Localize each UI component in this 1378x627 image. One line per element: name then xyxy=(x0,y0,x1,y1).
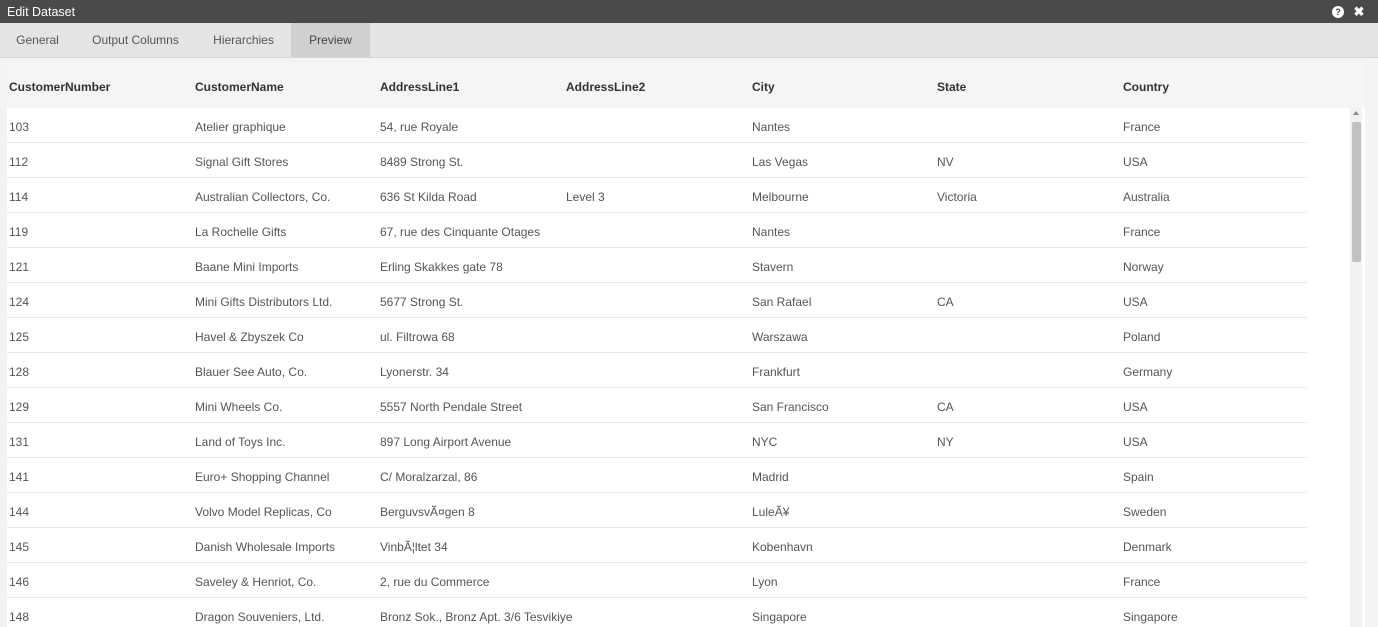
table-cell: BerguvsvÃ¤gen 8 xyxy=(380,505,475,519)
table-cell: USA xyxy=(1123,155,1148,169)
close-icon[interactable]: ✖ xyxy=(1353,3,1365,19)
table-cell: Frankfurt xyxy=(752,365,801,379)
table-cell: Level 3 xyxy=(566,190,605,204)
table-cell: 2, rue du Commerce xyxy=(380,575,490,589)
table-cell: Spain xyxy=(1123,470,1154,484)
tab-output-columns[interactable]: Output Columns xyxy=(92,33,179,47)
table-body xyxy=(7,108,1307,627)
table-cell: USA xyxy=(1123,435,1148,449)
preview-table xyxy=(7,62,1365,627)
table-row[interactable] xyxy=(7,493,1307,528)
table-row[interactable] xyxy=(7,283,1307,318)
table-cell: VinbÃ¦ltet 34 xyxy=(380,540,448,554)
table-cell: LuleÃ¥ xyxy=(752,505,790,519)
table-cell: NYC xyxy=(752,435,778,449)
table-cell: Mini Gifts Distributors Ltd. xyxy=(195,295,333,309)
table-cell: 54, rue Royale xyxy=(380,120,459,134)
column-header-city[interactable]: City xyxy=(752,80,775,94)
table-row[interactable] xyxy=(7,318,1307,353)
table-cell: CA xyxy=(937,400,954,414)
table-row[interactable] xyxy=(7,528,1307,563)
table-cell: Kobenhavn xyxy=(752,540,813,554)
table-cell: France xyxy=(1123,575,1161,589)
table-cell: Land of Toys Inc. xyxy=(195,435,286,449)
table-row[interactable] xyxy=(7,143,1307,178)
table-cell: 124 xyxy=(9,295,30,309)
table-cell: 67, rue des Cinquante Otages xyxy=(380,225,541,239)
table-cell: 114 xyxy=(9,190,29,204)
table-cell: Blauer See Auto, Co. xyxy=(195,365,308,379)
scrollbar-thumb[interactable] xyxy=(1352,122,1361,262)
dialog-title: Edit Dataset xyxy=(7,4,76,19)
table-cell: Melbourne xyxy=(752,190,809,204)
table-cell: USA xyxy=(1123,400,1148,414)
table-row[interactable] xyxy=(7,388,1307,423)
table-cell: 125 xyxy=(9,330,30,344)
table-cell: 897 Long Airport Avenue xyxy=(380,435,512,449)
table-cell: Signal Gift Stores xyxy=(195,155,289,169)
table-cell: 131 xyxy=(9,435,30,449)
table-cell: Baane Mini Imports xyxy=(195,260,299,274)
table-cell: Volvo Model Replicas, Co xyxy=(195,505,332,519)
table-row[interactable] xyxy=(7,178,1307,213)
table-cell: Mini Wheels Co. xyxy=(195,400,283,414)
table-cell: NV xyxy=(937,155,954,169)
table-cell: Poland xyxy=(1123,330,1161,344)
table-cell: CA xyxy=(937,295,954,309)
table-row[interactable] xyxy=(7,353,1307,388)
table-cell: 128 xyxy=(9,365,30,379)
table-cell: Germany xyxy=(1123,365,1173,379)
table-row[interactable] xyxy=(7,248,1307,283)
vertical-scrollbar[interactable] xyxy=(1350,108,1362,627)
table-cell: ul. Filtrowa 68 xyxy=(380,330,455,344)
table-cell: Nantes xyxy=(752,120,791,134)
table-row[interactable] xyxy=(7,458,1307,493)
table-cell: Euro+ Shopping Channel xyxy=(195,470,330,484)
table-cell: Warszawa xyxy=(752,330,808,344)
table-cell: Singapore xyxy=(752,610,807,624)
tab-general[interactable]: General xyxy=(16,33,59,47)
table-cell: 145 xyxy=(9,540,30,554)
table-cell: 103 xyxy=(9,120,30,134)
table-row[interactable] xyxy=(7,423,1307,458)
scroll-up-arrow-icon[interactable] xyxy=(1353,111,1359,115)
table-cell: Sweden xyxy=(1123,505,1167,519)
dialog-titlebar xyxy=(0,0,1378,23)
table-cell: Nantes xyxy=(752,225,791,239)
table-cell: Australia xyxy=(1123,190,1170,204)
table-cell: NY xyxy=(937,435,954,449)
table-cell: San Francisco xyxy=(752,400,829,414)
table-cell: 148 xyxy=(9,610,30,624)
table-cell: La Rochelle Gifts xyxy=(195,225,287,239)
preview-panel xyxy=(0,58,1378,627)
table-cell: 5557 North Pendale Street xyxy=(380,400,523,414)
table-row[interactable] xyxy=(7,213,1307,248)
table-cell: Denmark xyxy=(1123,540,1172,554)
table-cell: Lyon xyxy=(752,575,778,589)
table-row[interactable] xyxy=(7,598,1307,627)
column-header-country[interactable]: Country xyxy=(1123,80,1169,94)
column-header-state[interactable]: State xyxy=(937,80,967,94)
table-cell: 121 xyxy=(9,260,30,274)
tab-hierarchies[interactable]: Hierarchies xyxy=(213,33,274,47)
table-cell: Bronz Sok., Bronz Apt. 3/6 Tesvikiye xyxy=(380,610,573,624)
table-cell: Havel & Zbyszek Co xyxy=(195,330,304,344)
column-header-addressline2[interactable]: AddressLine2 xyxy=(566,80,646,94)
table-cell: Danish Wholesale Imports xyxy=(195,540,336,554)
table-row[interactable] xyxy=(7,108,1307,143)
table-cell: C/ Moralzarzal, 86 xyxy=(380,470,478,484)
column-header-customername[interactable]: CustomerName xyxy=(195,80,284,94)
table-cell: 636 St Kilda Road xyxy=(380,190,477,204)
table-cell: Atelier graphique xyxy=(195,120,286,134)
tab-preview[interactable]: Preview xyxy=(291,23,370,57)
table-cell: France xyxy=(1123,225,1161,239)
table-cell: Australian Collectors, Co. xyxy=(195,190,331,204)
table-cell: Madrid xyxy=(752,470,789,484)
table-cell: 8489 Strong St. xyxy=(380,155,464,169)
table-cell: 146 xyxy=(9,575,30,589)
table-header xyxy=(7,62,1365,108)
table-cell: Singapore xyxy=(1123,610,1178,624)
table-cell: Saveley & Henriot, Co. xyxy=(195,575,317,589)
table-cell: 141 xyxy=(9,470,30,484)
column-header-customernumber[interactable]: CustomerNumber xyxy=(9,80,111,94)
tab-bar xyxy=(0,23,1378,58)
column-header-addressline1[interactable]: AddressLine1 xyxy=(380,80,460,94)
table-cell: San Rafael xyxy=(752,295,812,309)
table-row[interactable] xyxy=(7,563,1307,598)
table-cell: Las Vegas xyxy=(752,155,809,169)
table-cell: 129 xyxy=(9,400,30,414)
table-cell: Stavern xyxy=(752,260,794,274)
help-icon[interactable]: ? xyxy=(1332,6,1344,18)
table-cell: Erling Skakkes gate 78 xyxy=(380,260,503,274)
table-cell: USA xyxy=(1123,295,1148,309)
table-cell: Lyonerstr. 34 xyxy=(380,365,449,379)
table-cell: Victoria xyxy=(937,190,977,204)
table-cell: France xyxy=(1123,120,1161,134)
table-cell: 144 xyxy=(9,505,30,519)
table-cell: Dragon Souveniers, Ltd. xyxy=(195,610,325,624)
table-cell: 119 xyxy=(9,225,29,239)
table-cell: 112 xyxy=(9,155,29,169)
table-cell: 5677 Strong St. xyxy=(380,295,464,309)
table-cell: Norway xyxy=(1123,260,1164,274)
